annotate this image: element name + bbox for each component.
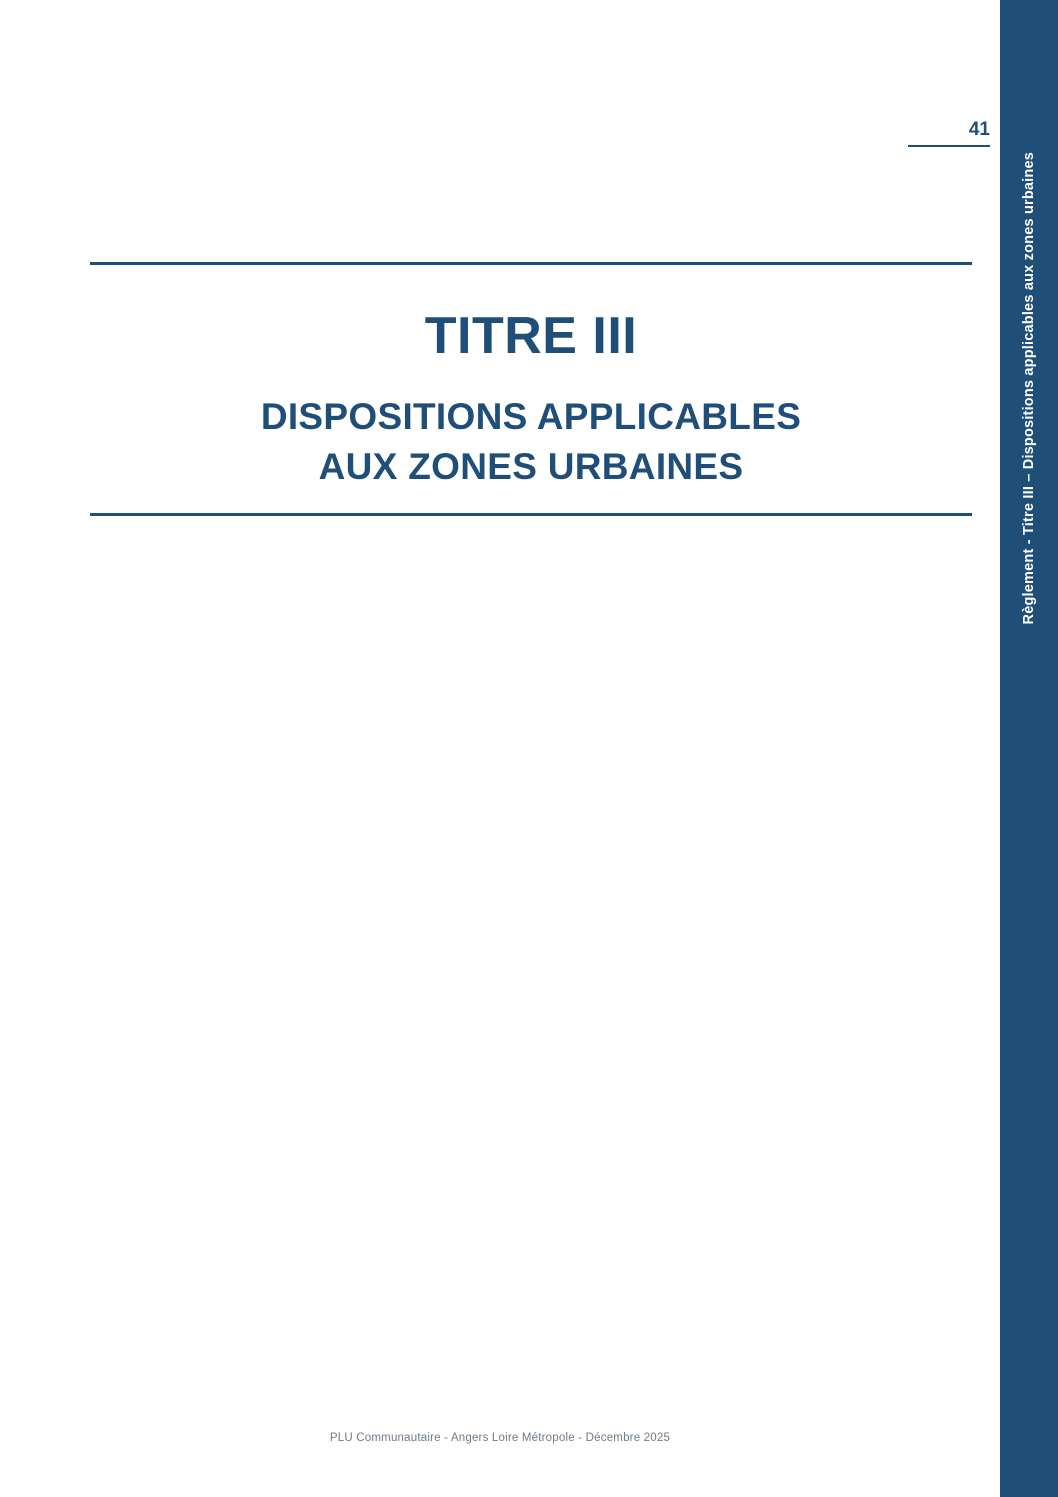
title-rule-bottom [90,513,972,516]
page-number: 41 [968,119,990,140]
title-block [90,262,972,516]
page-subtitle-line-1: DISPOSITIONS APPLICABLES [260,395,802,437]
page-footer: PLU Communautaire - Angers Loire Métropole - Décembre 2025 [329,1432,671,1444]
page-number-rule [908,145,990,147]
side-band-label: Règlement - Titre III – Dispositions applicables aux zones urbaines [1021,152,1037,625]
page-subtitle-line-2: AUX ZONES URBAINES [318,445,744,487]
page-number-block [908,120,990,147]
title-rule-top [90,262,972,265]
page-title: TITRE III [424,307,638,365]
side-band [1000,0,1058,1497]
page-subtitle [90,392,972,492]
